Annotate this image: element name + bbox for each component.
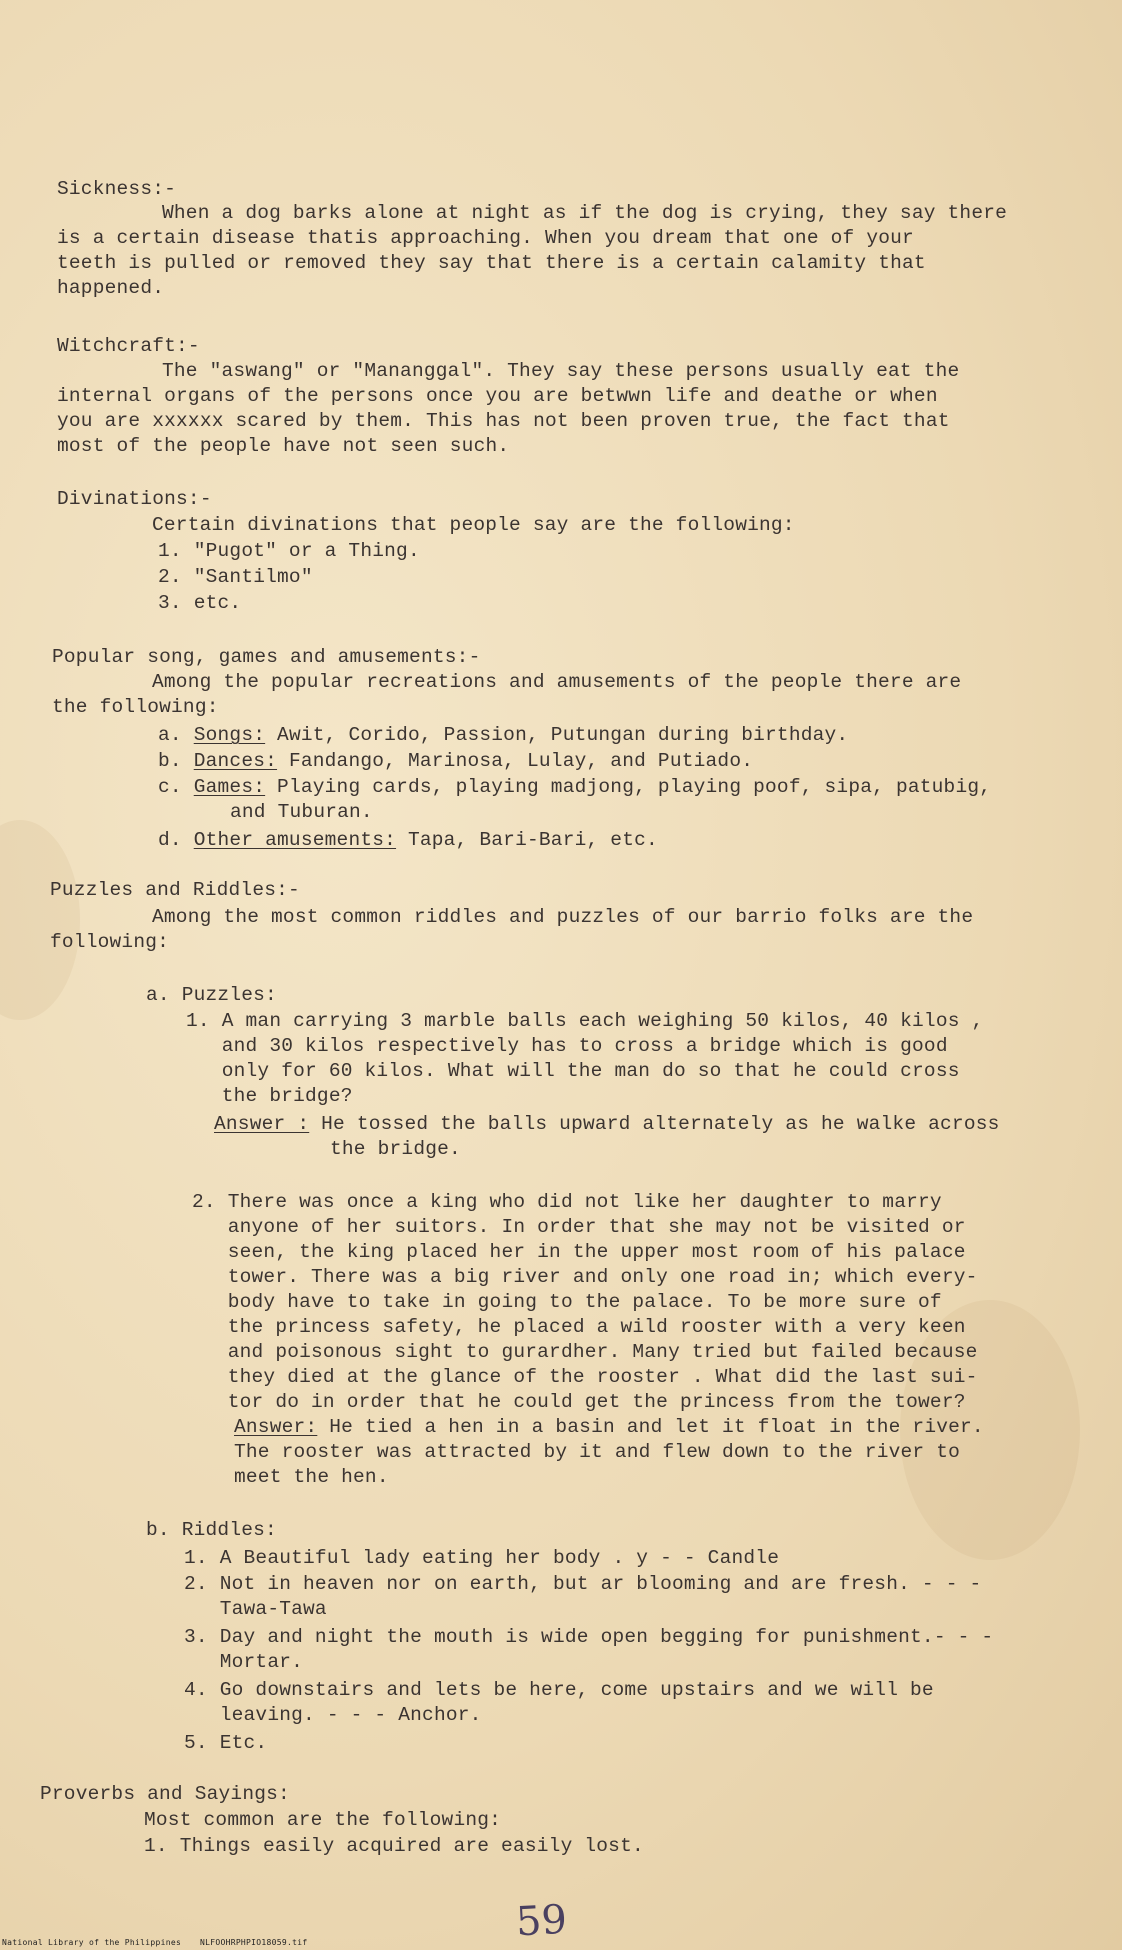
section-heading-witchcraft: Witchcraft:- bbox=[57, 335, 200, 357]
text-line: the princess safety, he placed a wild rooster with a very keen bbox=[192, 1316, 966, 1338]
list-item: 1. "Pugot" or a Thing. bbox=[158, 540, 420, 562]
text-line: Among the popular recreations and amusements of the people there are bbox=[152, 671, 962, 693]
text-line: seen, the king placed her in the upper most room of his palace bbox=[192, 1241, 966, 1263]
list-item: 3. etc. bbox=[158, 592, 242, 614]
item-text: Tapa, Bari-Bari, etc. bbox=[407, 829, 658, 851]
text-line: Among the most common riddles and puzzles of our barrio folks are the bbox=[152, 906, 974, 928]
sub-heading-puzzles: a. Puzzles: bbox=[146, 984, 277, 1006]
list-item: 3. Day and night the mouth is wide open begging for punishment.- - - bbox=[184, 1626, 994, 1648]
item-label: Games: bbox=[193, 776, 266, 798]
list-item: 5. Etc. bbox=[184, 1732, 268, 1754]
sub-heading-riddles: b. Riddles: bbox=[146, 1519, 277, 1541]
text-line: and poisonous sight to gurardher. Many tried but failed because bbox=[192, 1341, 978, 1363]
item-prefix: a. bbox=[158, 724, 182, 746]
item-prefix: d. bbox=[158, 829, 182, 851]
text-line: When a dog barks alone at night as if the dog is crying, they say there bbox=[162, 202, 1008, 224]
item-text: Fandango, Marinosa, Lulay, and Putiado. bbox=[288, 750, 754, 772]
answer-label: Answer: bbox=[234, 1416, 318, 1438]
text-line: Mortar. bbox=[184, 1651, 304, 1673]
page-number: 59 bbox=[514, 1896, 569, 1946]
item-label: Dances: bbox=[193, 750, 278, 772]
list-item: 2. "Santilmo" bbox=[158, 566, 313, 588]
item-prefix: c. bbox=[158, 776, 182, 798]
list-item bbox=[158, 749, 753, 773]
section-heading-songs: Popular song, games and amusements:- bbox=[52, 646, 481, 668]
footer-file-name: NLFOOHRPHPIO18059.tif bbox=[200, 1938, 308, 1947]
text-line: Most common are the following: bbox=[144, 1809, 502, 1831]
text-line: 2. There was once a king who did not like her daughter to marry bbox=[192, 1191, 942, 1213]
section-heading-sickness: Sickness:- bbox=[57, 178, 177, 200]
answer-text: He tied a hen in a basin and let it float in the river. bbox=[329, 1416, 984, 1438]
text-line: you are xxxxxx scared by them. This has not been proven true, the fact that bbox=[57, 410, 950, 432]
text-line: The rooster was attracted by it and flew down to the river to bbox=[234, 1441, 961, 1463]
section-heading-puzzles: Puzzles and Riddles:- bbox=[50, 879, 300, 901]
item-prefix: b. bbox=[158, 750, 182, 772]
item-text: Playing cards, playing madjong, playing poof, sipa, patubig, bbox=[277, 776, 992, 798]
text-line: tor do in order that he could get the princess from the tower? bbox=[192, 1391, 966, 1413]
text-line: Certain divinations that people say are the following: bbox=[152, 514, 795, 536]
list-item: 1. A Beautiful lady eating her body . y - - Candle bbox=[184, 1547, 780, 1569]
text-line: body have to take in going to the palace. To be more sure of bbox=[192, 1291, 942, 1313]
text-line: and Tuburan. bbox=[230, 801, 373, 823]
item-label: Songs: bbox=[193, 724, 266, 746]
text-line: meet the hen. bbox=[234, 1466, 389, 1488]
text-line: 1. A man carrying 3 marble balls each weighing 50 kilos, 40 kilos , bbox=[186, 1010, 984, 1032]
item-text: Awit, Corido, Passion, Putungan during birthday. bbox=[277, 724, 849, 746]
list-item: 4. Go downstairs and lets be here, come upstairs and we will be bbox=[184, 1679, 934, 1701]
text-line: most of the people have not seen such. bbox=[57, 435, 510, 457]
text-line: happened. bbox=[57, 277, 165, 299]
section-heading-proverbs: Proverbs and Sayings: bbox=[40, 1783, 290, 1805]
text-line: The "aswang" or "Mananggal". They say these persons usually eat the bbox=[162, 360, 960, 382]
text-line: the following: bbox=[52, 696, 219, 718]
text-line: teeth is pulled or removed they say that there is a certain calamity that bbox=[57, 252, 926, 274]
text-line: the bridge. bbox=[330, 1138, 461, 1160]
text-line: anyone of her suitors. In order that she may not be visited or bbox=[192, 1216, 966, 1238]
list-item bbox=[158, 828, 658, 852]
text-line: the bridge? bbox=[186, 1085, 353, 1107]
list-item: 1. Things easily acquired are easily lost. bbox=[144, 1835, 644, 1857]
section-heading-divinations: Divinations:- bbox=[57, 488, 212, 510]
text-line: tower. There was a big river and only one road in; which every- bbox=[192, 1266, 978, 1288]
answer-line bbox=[214, 1112, 1000, 1136]
paper-stain bbox=[0, 820, 80, 1020]
text-line: Tawa-Tawa bbox=[184, 1598, 327, 1620]
text-line: only for 60 kilos. What will the man do so that he could cross bbox=[186, 1060, 960, 1082]
answer-text: He tossed the balls upward alternately as he walke across bbox=[321, 1113, 1000, 1135]
text-line: they died at the glance of the rooster . What did the last sui- bbox=[192, 1366, 978, 1388]
list-item: 2. Not in heaven nor on earth, but ar blooming and are fresh. - - - bbox=[184, 1573, 982, 1595]
list-item bbox=[158, 775, 991, 799]
text-line: and 30 kilos respectively has to cross a bridge which is good bbox=[186, 1035, 948, 1057]
text-line: following: bbox=[50, 931, 170, 953]
answer-label: Answer : bbox=[214, 1113, 310, 1135]
item-label: Other amusements: bbox=[193, 829, 397, 851]
text-line: is a certain disease thatis approaching. When you dream that one of your bbox=[57, 227, 914, 249]
list-item bbox=[158, 723, 848, 747]
text-line: internal organs of the persons once you are betwwn life and deathe or when bbox=[57, 385, 938, 407]
text-line: leaving. - - - Anchor. bbox=[184, 1704, 482, 1726]
footer-library-name: National Library of the Philippines bbox=[2, 1938, 182, 1947]
answer-line bbox=[234, 1415, 984, 1439]
